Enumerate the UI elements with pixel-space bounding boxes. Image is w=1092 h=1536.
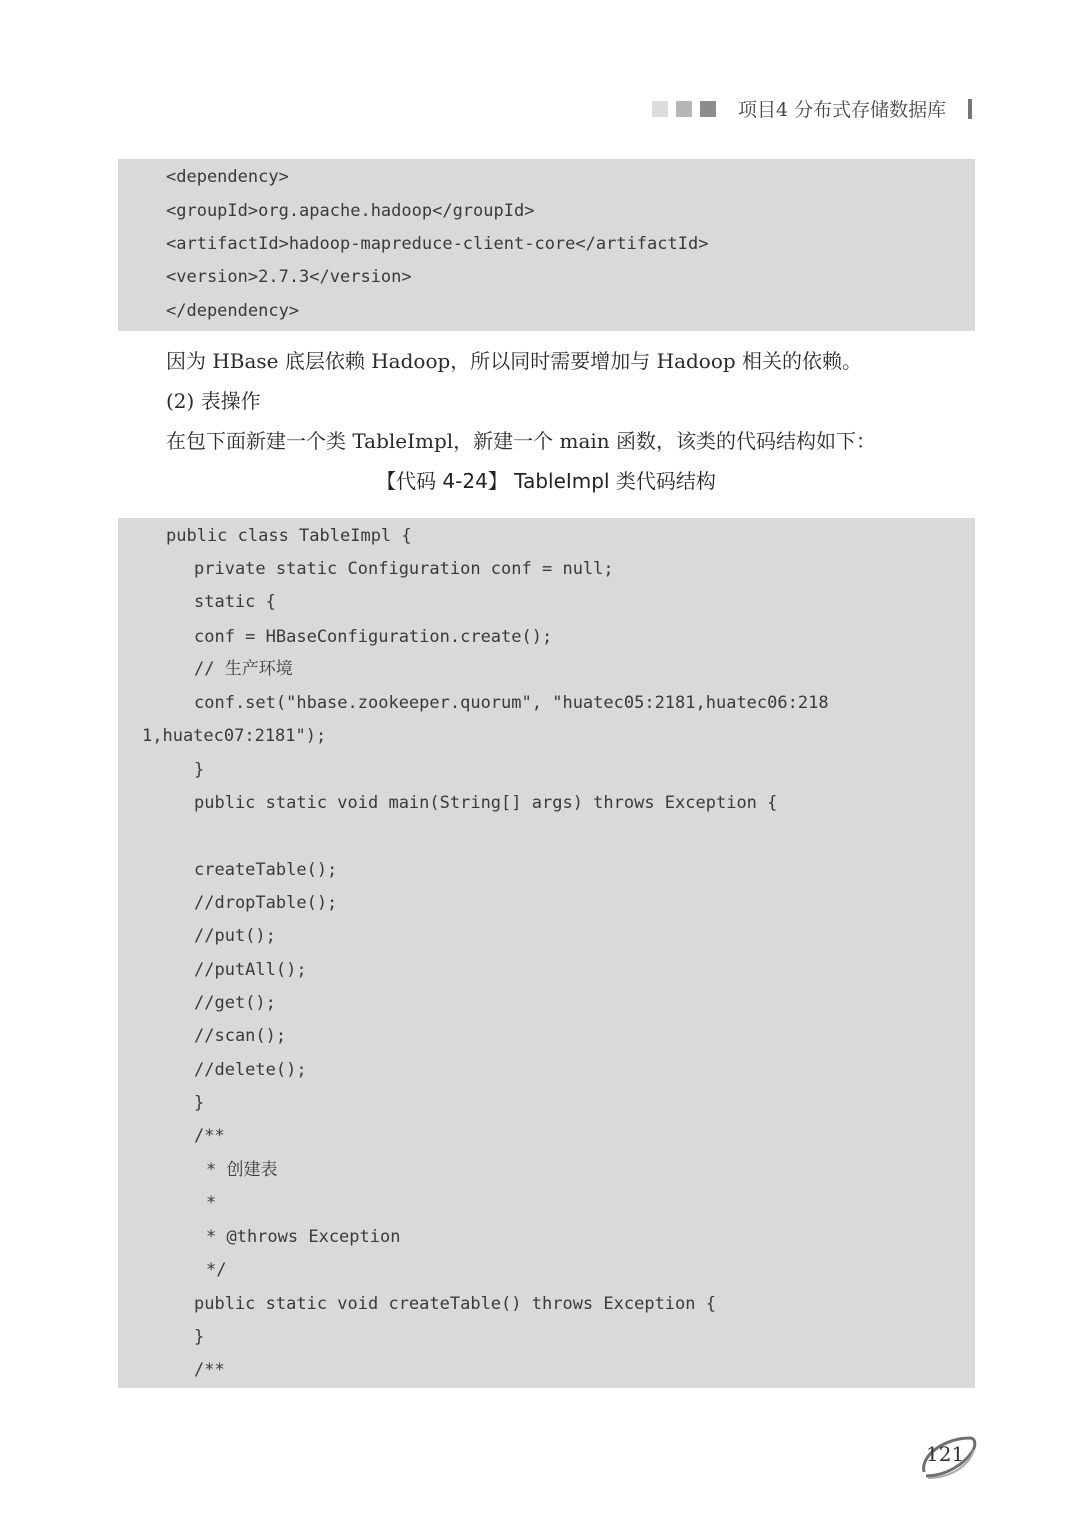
code-line: //delete(); [194,1060,307,1080]
header-square-mid [676,101,692,117]
header-square-light [652,101,668,117]
code-line: </dependency> [166,301,300,321]
header-square-dark [700,101,716,117]
code-line: */ [206,1260,227,1280]
code-block-dependency [118,159,975,331]
code-line: <groupId>org.apache.hadoop</groupId> [166,201,535,221]
code-line: public class TableImpl { [166,526,412,546]
code-line: public static void createTable() throws Exception { [194,1294,716,1314]
code-line: conf.set("hbase.zookeeper.quorum", "huatec05:2181,huatec06:218 [194,693,829,713]
code-line: //putAll(); [194,960,307,980]
chapter-title: 项目4 分布式存储数据库 [738,99,947,121]
code-line: //put(); [194,926,276,946]
subheading-table-ops: (2) 表操作 [166,389,261,413]
code-caption: 【代码 4-24】 TableImpl 类代码结构 [376,469,716,493]
code-line: * [206,1193,217,1213]
code-line: //get(); [194,993,276,1013]
code-line: static { [194,592,276,612]
running-header [0,97,1092,127]
code-line: private static Configuration conf = null; [194,559,614,579]
code-line: } [194,1093,205,1113]
code-line: conf = HBaseConfiguration.create(); [194,627,553,647]
code-line: public static void main(String[] args) throws Exception { [194,793,778,813]
code-line: * 创建表 [206,1160,278,1180]
code-line: <version>2.7.3</version> [166,267,412,287]
code-line: <artifactId>hadoop-mapreduce-client-core</artifactId> [166,234,709,254]
code-line: createTable(); [194,860,338,880]
code-line: } [194,760,205,780]
code-line: <dependency> [166,167,289,187]
page-number: 121 [926,1442,965,1466]
code-line: /** [194,1360,225,1380]
header-bar [968,99,972,119]
paragraph-tableimpl-intro: 在包下面新建一个类 TableImpl，新建一个 main 函数，该类的代码结构如下： [166,429,877,453]
code-line: // 生产环境 [194,659,293,679]
code-block-tableimpl [118,518,975,1388]
code-line: * @throws Exception [206,1227,401,1247]
code-line: 1,huatec07:2181"); [142,726,327,746]
code-line: //scan(); [194,1026,287,1046]
code-line: //dropTable(); [194,893,338,913]
code-line: /** [194,1126,225,1146]
paragraph-hadoop-dependency: 因为 HBase 底层依赖 Hadoop，所以同时需要增加与 Hadoop 相关的依赖。 [166,349,863,373]
page-number-badge [918,1432,980,1482]
code-line: } [194,1327,205,1347]
